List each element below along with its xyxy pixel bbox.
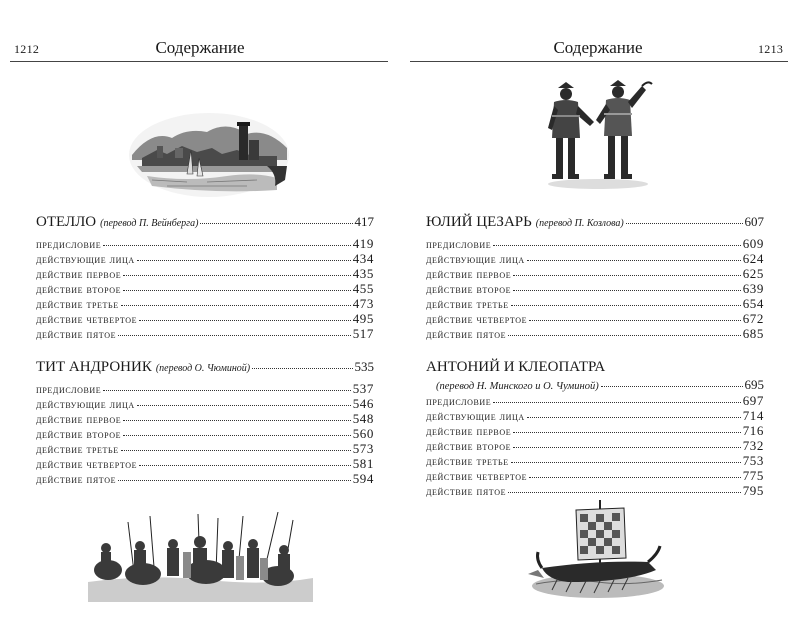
item-label: действие четвертое [36, 459, 138, 471]
page-ref: 714 [742, 408, 764, 423]
toc-item[interactable] [426, 311, 764, 326]
item-label: действующие лица [36, 399, 135, 411]
play-title: АНТОНИЙ И КЛЕОПАТРА [426, 359, 606, 375]
page-ref: 697 [742, 393, 764, 408]
translator-credit: (перевод П. Козлова) [535, 218, 624, 229]
toc-item[interactable] [426, 423, 764, 438]
page-number: 1212 [14, 42, 40, 56]
page-ref: 795 [742, 483, 764, 498]
toc-item[interactable] [36, 326, 374, 341]
item-label: действие пятое [36, 474, 117, 486]
page-ref: 455 [352, 281, 374, 296]
item-label: действие второе [426, 284, 512, 296]
page-ref: 609 [742, 236, 764, 251]
toc-item[interactable] [36, 296, 374, 311]
dot-leader [513, 446, 741, 448]
item-label: действие третье [36, 444, 119, 456]
toc-right [426, 214, 764, 498]
item-label: действие третье [36, 299, 119, 311]
play-title: ОТЕЛЛО [36, 214, 97, 230]
toc-item[interactable] [36, 281, 374, 296]
item-label: действие четвертое [426, 471, 528, 483]
page-ref: 546 [352, 396, 374, 411]
item-label: действие пятое [426, 486, 507, 498]
header-rule [10, 61, 388, 62]
page-ref: 695 [744, 377, 764, 392]
dot-leader [601, 385, 743, 387]
item-label: действие первое [426, 426, 512, 438]
page-ref: 594 [352, 471, 374, 486]
dot-leader [511, 461, 741, 463]
running-header: Содержание [155, 38, 245, 57]
toc-entry-antony-cleopatra-title[interactable] [426, 359, 764, 377]
toc-item[interactable] [36, 396, 374, 411]
dot-leader [529, 476, 741, 478]
page-ref: 495 [352, 311, 374, 326]
toc-entry-julius-caesar[interactable] [426, 214, 764, 236]
page-ref: 639 [742, 281, 764, 296]
dot-leader [513, 274, 740, 276]
item-label: предисловие [36, 239, 102, 251]
toc-item[interactable] [36, 456, 374, 471]
item-label: действие третье [426, 456, 509, 468]
dot-leader [103, 244, 350, 246]
toc-entry-othello[interactable] [36, 214, 374, 236]
harbor-city-illustration [127, 110, 292, 200]
item-label: действие пятое [36, 329, 117, 341]
page-ref: 732 [742, 438, 764, 453]
dot-leader [252, 367, 352, 369]
item-label: действие четвертое [36, 314, 138, 326]
dot-leader [626, 222, 743, 224]
page-ref: 517 [352, 326, 374, 341]
page-ref: 417 [354, 214, 374, 229]
dot-leader [123, 419, 350, 421]
dot-leader [118, 479, 351, 481]
toc-item[interactable] [36, 251, 374, 266]
page-ref: 672 [742, 311, 764, 326]
toc-item[interactable] [426, 393, 764, 408]
toc-item[interactable] [426, 281, 764, 296]
running-header: Содержание [553, 38, 643, 57]
page-ref: 473 [352, 296, 374, 311]
page-ref: 607 [744, 214, 764, 229]
translator-credit: (перевод Н. Минского и О. Чуминой) [436, 381, 599, 392]
item-label: предисловие [426, 239, 492, 251]
translator-credit: (перевод О. Чюминой) [155, 363, 251, 374]
play-title: ЮЛИЙ ЦЕЗАРЬ [426, 214, 532, 230]
item-label: действие второе [36, 429, 122, 441]
page-ref: 625 [742, 266, 764, 281]
dot-leader [508, 491, 741, 493]
soldiers-battle-illustration [88, 512, 313, 602]
dot-leader [508, 334, 741, 336]
header-rule [410, 61, 788, 62]
toc-item[interactable] [426, 266, 764, 281]
toc-item[interactable] [36, 266, 374, 281]
toc-left [36, 214, 374, 486]
item-label: действующие лица [426, 411, 525, 423]
dot-leader [493, 401, 740, 403]
galley-ship-illustration [528, 498, 668, 604]
page-ref: 716 [742, 423, 764, 438]
dot-leader [139, 319, 351, 321]
translator-credit: (перевод П. Вейнберга) [100, 218, 199, 229]
dot-leader [139, 464, 351, 466]
item-label: действие пятое [426, 329, 507, 341]
toc-item[interactable] [426, 468, 764, 483]
dot-leader [121, 449, 351, 451]
right-page [400, 0, 800, 642]
item-label: действие первое [426, 269, 512, 281]
toc-item[interactable] [426, 236, 764, 251]
dot-leader [103, 389, 350, 391]
toc-item[interactable] [36, 426, 374, 441]
item-label: действие третье [426, 299, 509, 311]
toc-item[interactable] [36, 471, 374, 486]
dot-leader [529, 319, 741, 321]
page-ref: 560 [352, 426, 374, 441]
dot-leader [527, 259, 741, 261]
page-ref: 535 [354, 359, 374, 374]
item-label: действие четвертое [426, 314, 528, 326]
page-ref: 573 [352, 441, 374, 456]
toc-item[interactable] [426, 296, 764, 311]
dot-leader [123, 434, 351, 436]
item-label: действующие лица [36, 254, 135, 266]
page-ref: 434 [352, 251, 374, 266]
toc-item[interactable] [426, 326, 764, 341]
page-ref: 685 [742, 326, 764, 341]
toc-item[interactable] [426, 438, 764, 453]
dot-leader [123, 289, 351, 291]
item-label: действие второе [36, 284, 122, 296]
toc-item[interactable] [426, 453, 764, 468]
page-ref: 654 [742, 296, 764, 311]
toc-item[interactable] [36, 311, 374, 326]
dot-leader [200, 222, 352, 224]
page-ref: 753 [742, 453, 764, 468]
toc-item[interactable] [426, 408, 764, 423]
dot-leader [137, 404, 351, 406]
dot-leader [118, 334, 351, 336]
item-label: действие второе [426, 441, 512, 453]
item-label: действующие лица [426, 254, 525, 266]
item-label: действие первое [36, 269, 122, 281]
dot-leader [123, 274, 350, 276]
page-ref: 624 [742, 251, 764, 266]
item-label: предисловие [426, 396, 492, 408]
dot-leader [513, 289, 741, 291]
page-number: 1213 [758, 42, 784, 56]
toc-item[interactable] [426, 251, 764, 266]
toc-item[interactable] [36, 411, 374, 426]
page-ref: 581 [352, 456, 374, 471]
item-label: действие первое [36, 414, 122, 426]
page-ref: 775 [742, 468, 764, 483]
dot-leader [121, 304, 351, 306]
page-ref: 537 [352, 381, 374, 396]
toc-item[interactable] [36, 381, 374, 396]
toc-entry-titus[interactable] [36, 359, 374, 381]
page-ref: 419 [352, 236, 374, 251]
two-warriors-illustration [542, 76, 654, 190]
page-ref: 548 [352, 411, 374, 426]
dot-leader [137, 259, 351, 261]
page-ref: 435 [352, 266, 374, 281]
play-title: ТИТ АНДРОНИК [36, 359, 152, 375]
dot-leader [511, 304, 741, 306]
dot-leader [527, 416, 741, 418]
dot-leader [493, 244, 740, 246]
item-label: предисловие [36, 384, 102, 396]
toc-item[interactable] [36, 441, 374, 456]
toc-item[interactable] [36, 236, 374, 251]
dot-leader [513, 431, 740, 433]
toc-entry-antony-cleopatra[interactable] [426, 377, 764, 393]
toc-item[interactable] [426, 483, 764, 498]
